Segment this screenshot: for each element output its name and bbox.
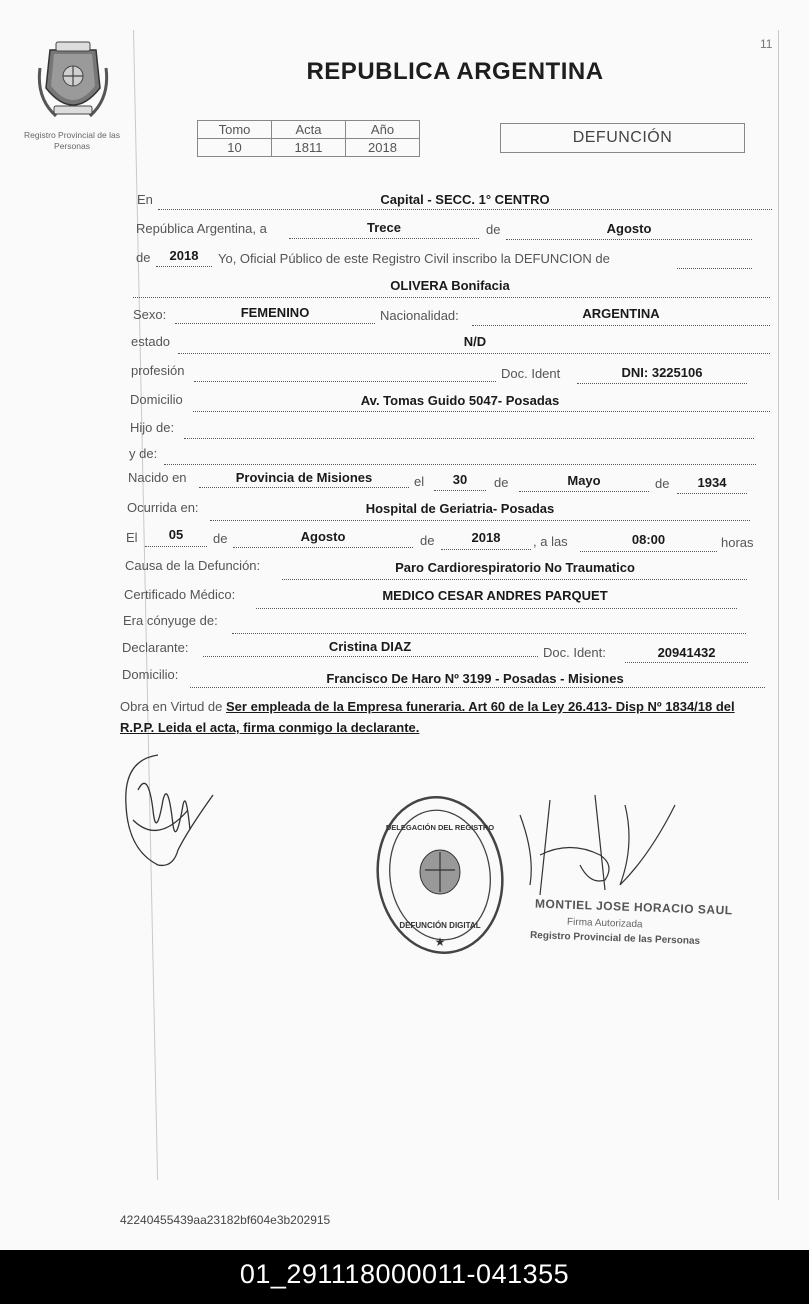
acta-value: 1811 — [272, 139, 346, 157]
crest-caption: Registro Provincial de las Personas — [24, 130, 120, 151]
label-nacionalidad: Nacionalidad: — [380, 308, 459, 323]
label-de: de — [655, 476, 670, 491]
svg-text:★: ★ — [434, 935, 446, 949]
birth-month-value: Mayo — [567, 473, 601, 488]
dotted-line — [289, 238, 479, 239]
label-de: de — [494, 475, 509, 490]
dotted-line — [256, 608, 737, 609]
death-time-value: 08:00 — [631, 532, 666, 547]
anio-header: Año — [346, 121, 420, 139]
birth-day-value: 30 — [452, 472, 468, 487]
dotted-line — [506, 239, 752, 240]
cause-value: Paro Cardiorespiratorio No Traumatico — [395, 560, 635, 575]
obra-text-value: Ser empleada de la Empresa funeraria. Art 60 de la Ley 26.413- Disp Nº 1834/18 del R.P.P. Leida el acta, firma conmigo la declarante. — [120, 699, 735, 735]
label-republica: República Argentina, a — [136, 221, 267, 236]
declarant-signature — [118, 750, 218, 875]
dotted-line — [233, 547, 413, 548]
label-el-cap: El — [126, 530, 138, 545]
tomo-value: 10 — [198, 139, 272, 157]
dotted-line — [625, 662, 748, 663]
label-de: de — [486, 222, 501, 237]
label-causa: Causa de la Defunción: — [125, 558, 261, 573]
year-value: 2018 — [169, 248, 199, 263]
page-number: 11 — [760, 37, 773, 51]
registry-table — [197, 120, 420, 157]
dotted-line — [158, 209, 772, 210]
dotted-line — [164, 464, 756, 465]
dotted-line — [156, 266, 212, 267]
dotted-line — [178, 353, 770, 354]
document-title: REPUBLICA ARGENTINA — [306, 58, 604, 85]
dotted-line — [472, 325, 770, 326]
dotted-line — [677, 268, 752, 269]
label-domicilio: Domicilio — [130, 392, 183, 407]
label-domicilio-2: Domicilio: — [122, 667, 179, 682]
label-estado: estado — [131, 334, 171, 349]
signer-role: Firma Autorizada — [566, 916, 643, 931]
nationality-value: ARGENTINA — [582, 306, 660, 321]
document-hash: 42240455439aa23182bf604e3b202915 — [120, 1213, 331, 1227]
dotted-line — [193, 411, 770, 412]
label-conyuge: Era cónyuge de: — [123, 613, 218, 628]
document-id-footer: 01_291118000011-041355 — [0, 1250, 809, 1304]
dotted-line — [580, 551, 717, 552]
label-doc-ident-2: Doc. Ident: — [543, 645, 606, 660]
address-value: Av. Tomas Guido 5047- Posadas — [360, 393, 560, 408]
anio-value: 2018 — [346, 139, 420, 157]
dotted-line — [441, 549, 531, 550]
birth-year-value: 1934 — [697, 475, 727, 490]
label-a-las: , a las — [533, 534, 568, 549]
label-yo-oficial: Yo, Oficial Público de este Registro Civil inscribo la DEFUNCION de — [218, 251, 610, 266]
civil-status-value: N/D — [463, 334, 487, 349]
label-profesion: profesión — [131, 363, 185, 378]
dotted-line — [184, 438, 754, 439]
dotted-line — [210, 520, 750, 521]
dotted-line — [175, 323, 375, 324]
place-value: Capital - SECC. 1° CENTRO — [380, 192, 550, 207]
label-doc-ident: Doc. Ident — [501, 366, 561, 381]
sex-value: FEMENINO — [240, 305, 310, 320]
label-obra-en-virtud: Obra en Virtud de — [120, 699, 223, 714]
label-declarante: Declarante: — [122, 640, 189, 655]
declarant-value: Cristina DIAZ — [328, 639, 412, 654]
deceased-name-value: OLIVERA Bonifacia — [390, 278, 510, 293]
dotted-line — [203, 656, 538, 657]
doctor-value: MEDICO CESAR ANDRES PARQUET — [382, 588, 608, 603]
label-el: el — [414, 474, 425, 489]
death-year-value: 2018 — [471, 530, 501, 545]
dotted-line — [145, 546, 207, 547]
birth-place-value: Provincia de Misiones — [235, 470, 373, 485]
dotted-line — [677, 493, 747, 494]
signer-organization: Registro Provincial de las Personas — [529, 930, 701, 947]
declarant-address-value: Francisco De Haro Nº 3199 - Posadas - Misiones — [326, 671, 624, 686]
doc-ident-value: DNI: 3225106 — [621, 365, 703, 380]
dotted-line — [434, 490, 486, 491]
dotted-line — [282, 579, 747, 580]
label-sexo: Sexo: — [133, 307, 167, 322]
label-de: de — [420, 533, 435, 548]
death-place-value: Hospital de Geriatria- Posadas — [365, 501, 555, 516]
month-value: Agosto — [606, 221, 652, 236]
seal-inner-text: DEFUNCIÓN DIGITAL — [399, 921, 481, 930]
day-words-value: Trece — [367, 220, 401, 235]
death-month-value: Agosto — [300, 529, 346, 544]
label-horas: horas — [721, 535, 754, 550]
provincial-crest-logo — [36, 38, 110, 124]
signer-name: MONTIEL JOSE HORACIO SAUL — [534, 896, 733, 918]
right-margin-line — [778, 30, 779, 1200]
dotted-line — [199, 487, 409, 488]
tomo-header: Tomo — [198, 121, 272, 139]
dotted-line — [190, 687, 765, 688]
label-y-de: y de: — [129, 446, 158, 461]
declarant-doc-value: 20941432 — [657, 645, 716, 660]
acta-header: Acta — [272, 121, 346, 139]
seal-outer-text: DELEGACIÓN DEL REGISTRO — [385, 823, 495, 832]
dotted-line — [133, 297, 770, 298]
official-seal — [370, 790, 510, 960]
dotted-line — [194, 381, 496, 382]
document-type-box: DEFUNCIÓN — [500, 123, 745, 153]
authorized-signature — [510, 795, 685, 905]
dotted-line — [232, 633, 746, 634]
label-certificado: Certificado Médico: — [124, 587, 236, 602]
death-day-value: 05 — [168, 527, 184, 542]
label-en: En — [137, 192, 153, 207]
obra-en-virtud-paragraph — [120, 696, 770, 738]
dotted-line — [519, 491, 649, 492]
label-hijo-de: Hijo de: — [130, 420, 175, 435]
label-nacido-en: Nacido en — [128, 470, 187, 485]
label-de: de — [213, 531, 228, 546]
dotted-line — [577, 383, 747, 384]
label-de-prefix: de — [136, 250, 151, 265]
label-ocurrida-en: Ocurrida en: — [127, 500, 199, 515]
